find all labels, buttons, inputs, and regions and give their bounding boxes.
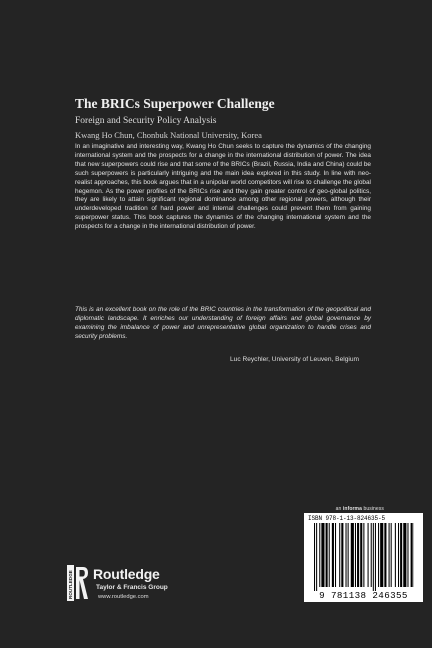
informa-brand: informa (342, 506, 362, 512)
book-title: The BRICs Superpower Challenge (75, 96, 275, 111)
barcode-number: 9 781138 246355 (319, 590, 408, 601)
book-blurb: In an imaginative and interesting way, Kwang Ho Chun seeks to capture the dynamics of the changing international system and the prospects for a change in the international distribution of power. The idea that new superpowers could rise and that some of the BRICs (Brazil, Russia, India and China) could be such superpowers is particularly intriguing and the main idea explored in this study. In line with neo-realist approaches, this book argues that in a unipolar world competitors will rise to challenge the global hegemon. As the power profiles of the BRICs rise and they gain greater control of geo-global politics, they are likely to attain significant regional dominance among other regional powers, although their underdeveloped tradition of hard power and internal challenges could prevent them from gaining superpower status. This book captures the dynamics of the changing international system and the prospects for a change in the international distribution of power. (75, 143, 371, 231)
book-subtitle: Foreign and Security Policy Analysis (75, 116, 217, 126)
informa-business-tag (304, 506, 384, 512)
publisher-group: Taylor & Francis Group (96, 584, 168, 591)
isbn-label: ISBN 978-1-13-824635-5 (308, 515, 386, 522)
routledge-logo-icon (67, 565, 89, 601)
author-line: Kwang Ho Chun, Chonbuk National University, Korea (75, 130, 262, 140)
publisher-name: Routledge (93, 566, 160, 582)
barcode-bars (314, 523, 414, 591)
title-block (75, 96, 375, 141)
informa-prefix: an (335, 506, 343, 512)
publisher-website[interactable]: www.routledge.com (98, 594, 149, 600)
endorsement-quote: This is an excellent book on the role of the BRIC countries in the transformation of the geopolitical and diplomatic landscape. It enriches our understanding of foreign affairs and global governance by examining the imbalance of power and unrepresentative global organization to handle crises and security problems. (75, 306, 371, 340)
barcode (304, 513, 423, 602)
endorser-credit: Luc Reychler, University of Leuven, Belgium (229, 356, 359, 363)
informa-suffix: business (361, 506, 384, 512)
svg-text:ROUTLEDGE: ROUTLEDGE (68, 570, 74, 599)
